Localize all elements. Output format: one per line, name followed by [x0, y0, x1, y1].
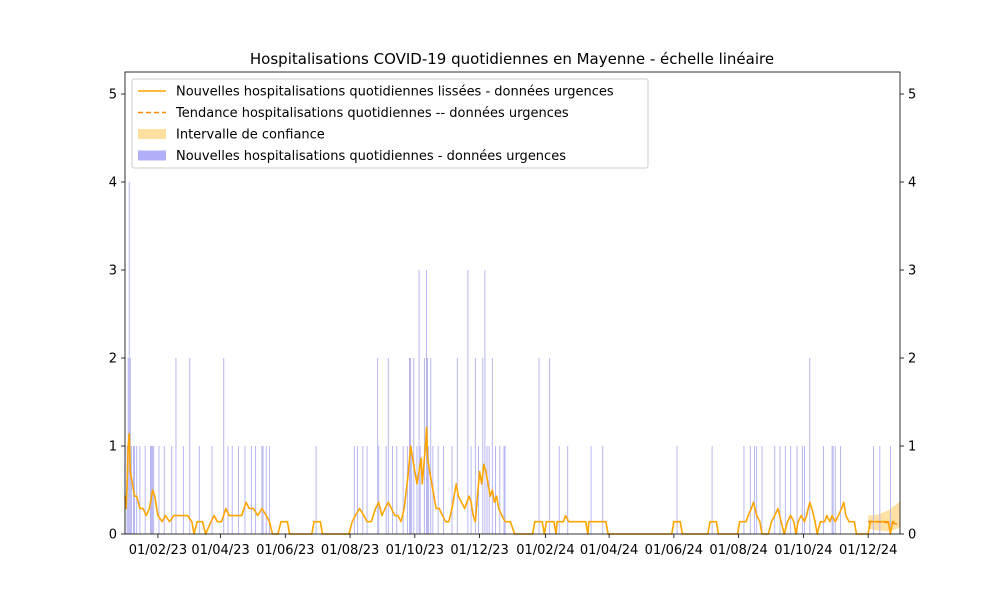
bar: [809, 358, 810, 534]
bar: [171, 446, 172, 534]
bar: [223, 358, 224, 534]
bar: [251, 446, 252, 534]
bar: [840, 446, 841, 534]
x-tick-label: 01/04/24: [579, 543, 639, 558]
bar: [879, 446, 880, 534]
bar: [417, 446, 418, 534]
bar: [377, 358, 378, 534]
bar: [832, 446, 833, 534]
bar: [484, 270, 485, 534]
bar: [756, 446, 757, 534]
bar: [262, 446, 263, 534]
bar: [316, 446, 317, 534]
x-tick-label: 01/10/23: [385, 543, 445, 558]
bar: [139, 446, 140, 534]
chart-title: Hospitalisations COVID-19 quotidiennes en Mayenne - échelle linéaire: [249, 50, 775, 68]
bar: [499, 446, 500, 534]
bar: [712, 446, 713, 534]
bar: [266, 446, 267, 534]
bar: [136, 446, 137, 534]
bar: [890, 446, 891, 534]
bar: [176, 358, 177, 534]
legend-label: Nouvelles hospitalisations quotidiennes lissées - données urgences: [176, 84, 614, 100]
legend: [132, 79, 648, 168]
x-tick-label: 01/12/23: [450, 543, 509, 558]
bar: [164, 446, 165, 534]
legend-label: Tendance hospitalisations quotidiennes -- données urgences: [176, 106, 569, 121]
y-tick-label-left: 5: [108, 87, 117, 103]
bar: [232, 446, 233, 534]
bar: [403, 446, 404, 534]
bar: [754, 446, 755, 534]
bar: [413, 358, 414, 534]
legend-patch-handle: [138, 151, 166, 161]
legend-label: Nouvelles hospitalisations quotidiennes - données urgences: [176, 149, 566, 164]
bar: [873, 446, 874, 534]
x-tick-label: 01/10/24: [774, 543, 833, 558]
bar: [245, 446, 246, 534]
bar: [392, 446, 393, 534]
bar: [388, 358, 389, 534]
bar: [602, 446, 603, 534]
bar: [492, 358, 493, 534]
bar: [159, 446, 160, 534]
bar: [255, 446, 256, 534]
bar: [419, 270, 420, 534]
y-tick-label-left: 3: [108, 263, 117, 279]
bar: [802, 446, 803, 534]
legend-patch-handle: [138, 129, 166, 139]
bar: [199, 446, 200, 534]
bar: [743, 446, 744, 534]
x-tick-label: 01/02/24: [516, 543, 575, 558]
bar: [677, 446, 678, 534]
bar: [549, 358, 550, 534]
bar: [471, 446, 472, 534]
bar: [129, 182, 130, 534]
bar: [823, 446, 824, 534]
x-tick-label: 01/08/23: [320, 543, 380, 558]
bar: [475, 358, 476, 534]
bar: [591, 446, 592, 534]
y-tick-label-right: 4: [908, 175, 917, 191]
bar: [228, 446, 229, 534]
bar: [467, 270, 468, 534]
bar: [438, 446, 439, 534]
bar: [396, 446, 397, 534]
y-tick-label-left: 1: [108, 439, 117, 455]
y-tick-label-right: 1: [908, 439, 917, 455]
x-tick-label: 01/08/24: [709, 543, 768, 558]
bar: [833, 446, 834, 534]
legend-label: Intervalle de confiance: [176, 127, 325, 143]
x-tick-label: 01/06/23: [256, 543, 315, 558]
x-tick-label: 01/04/23: [191, 543, 250, 558]
bar: [430, 358, 431, 534]
bar: [150, 446, 151, 534]
bar: [443, 446, 444, 534]
bar: [457, 358, 458, 534]
bar: [774, 446, 775, 534]
bar: [762, 446, 763, 534]
bar: [238, 446, 239, 534]
x-tick-label: 01/12/24: [838, 543, 898, 558]
bar: [378, 446, 379, 534]
bar: [386, 446, 387, 534]
bar: [452, 446, 453, 534]
bar: [487, 446, 488, 534]
bar: [354, 446, 355, 534]
y-tick-label-left: 0: [108, 527, 117, 543]
bar: [362, 446, 363, 534]
y-tick-label-right: 0: [908, 527, 917, 543]
y-tick-label-left: 2: [108, 351, 117, 367]
x-tick-label: 01/02/23: [128, 543, 188, 558]
bar: [750, 446, 751, 534]
y-tick-label-right: 2: [908, 351, 917, 367]
bar: [189, 358, 190, 534]
bar: [790, 446, 791, 534]
bar: [145, 446, 146, 534]
x-tick-label: 01/06/24: [644, 543, 704, 558]
bar: [183, 446, 184, 534]
y-tick-label-right: 5: [908, 87, 917, 103]
bar: [426, 270, 427, 534]
bar: [495, 446, 496, 534]
y-tick-label-right: 3: [908, 263, 917, 279]
bar: [131, 446, 132, 534]
y-tick-label-left: 4: [108, 175, 117, 191]
bar: [559, 446, 560, 534]
bar: [785, 446, 786, 534]
bar: [482, 358, 483, 534]
bar: [539, 358, 540, 534]
bar: [797, 446, 798, 534]
bar: [411, 446, 412, 534]
bar: [263, 446, 264, 534]
bar: [357, 446, 358, 534]
